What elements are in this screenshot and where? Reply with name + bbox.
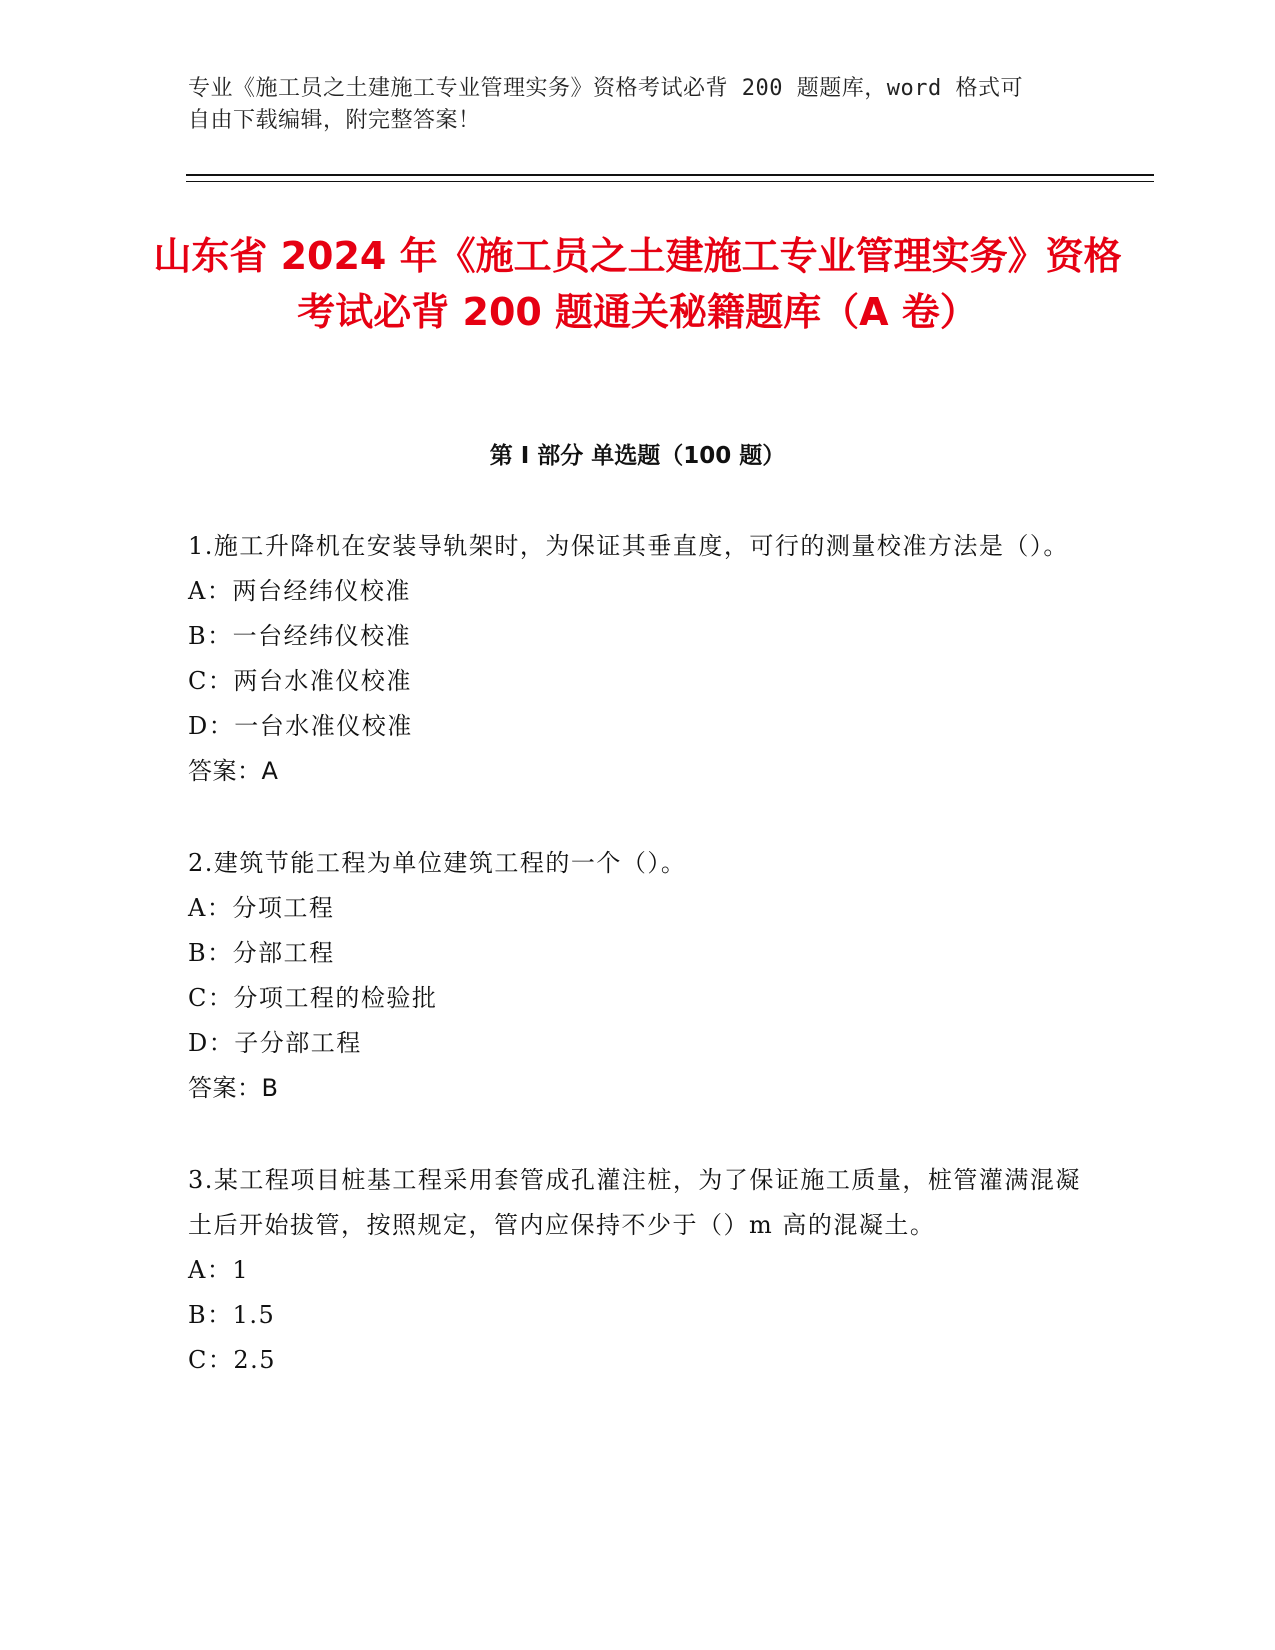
question-stem: 2.建筑节能工程为单位建筑工程的一个（）。 [188,849,687,877]
option-c: C：两台水准仪校准 [188,667,412,695]
option-b: B：一台经纬仪校准 [188,622,412,650]
option-a: A：两台经纬仪校准 [188,577,411,605]
header-note-line-1: 专业《施工员之土建施工专业管理实务》资格考试必背 200 题题库，word 格式可 [188,76,1023,101]
option-d: D：子分部工程 [188,1029,362,1057]
answer-line: 答案：A [188,757,279,785]
question-1 [188,524,1088,794]
header-note-line-2: 自由下载编辑，附完整答案！ [188,108,481,133]
question-stem: 1.施工升降机在安装导轨架时，为保证其垂直度，可行的测量校准方法是（）。 [188,532,1069,560]
section-title: 第 I 部分 单选题（100 题） [489,443,786,469]
option-a: A：分项工程 [188,894,335,922]
header-divider-thick [186,174,1154,176]
option-d: D：一台水准仪校准 [188,712,413,740]
document-header-note [188,73,1068,137]
header-divider-thin [186,181,1154,182]
question-stem: 3.某工程项目桩基工程采用套管成孔灌注桩，为了保证施工质量，桩管灌满混凝土后开始拔管，按照规定，管内应保持不少于（）m 高的混凝土。 [188,1166,1081,1239]
answer-line: 答案：B [188,1074,279,1102]
question-list [188,524,1088,1430]
option-b: B：1.5 [188,1301,276,1329]
option-b: B：分部工程 [188,939,335,967]
document-title: 山东省 2024 年《施工员之土建施工专业管理实务》资格考试必背 200 题通关秘籍题库（A 卷） [153,234,1122,334]
question-3 [188,1158,1088,1383]
option-a: A：1 [188,1256,250,1284]
question-2 [188,841,1088,1111]
option-c: C：2.5 [188,1346,277,1374]
option-c: C：分项工程的检验批 [188,984,438,1012]
